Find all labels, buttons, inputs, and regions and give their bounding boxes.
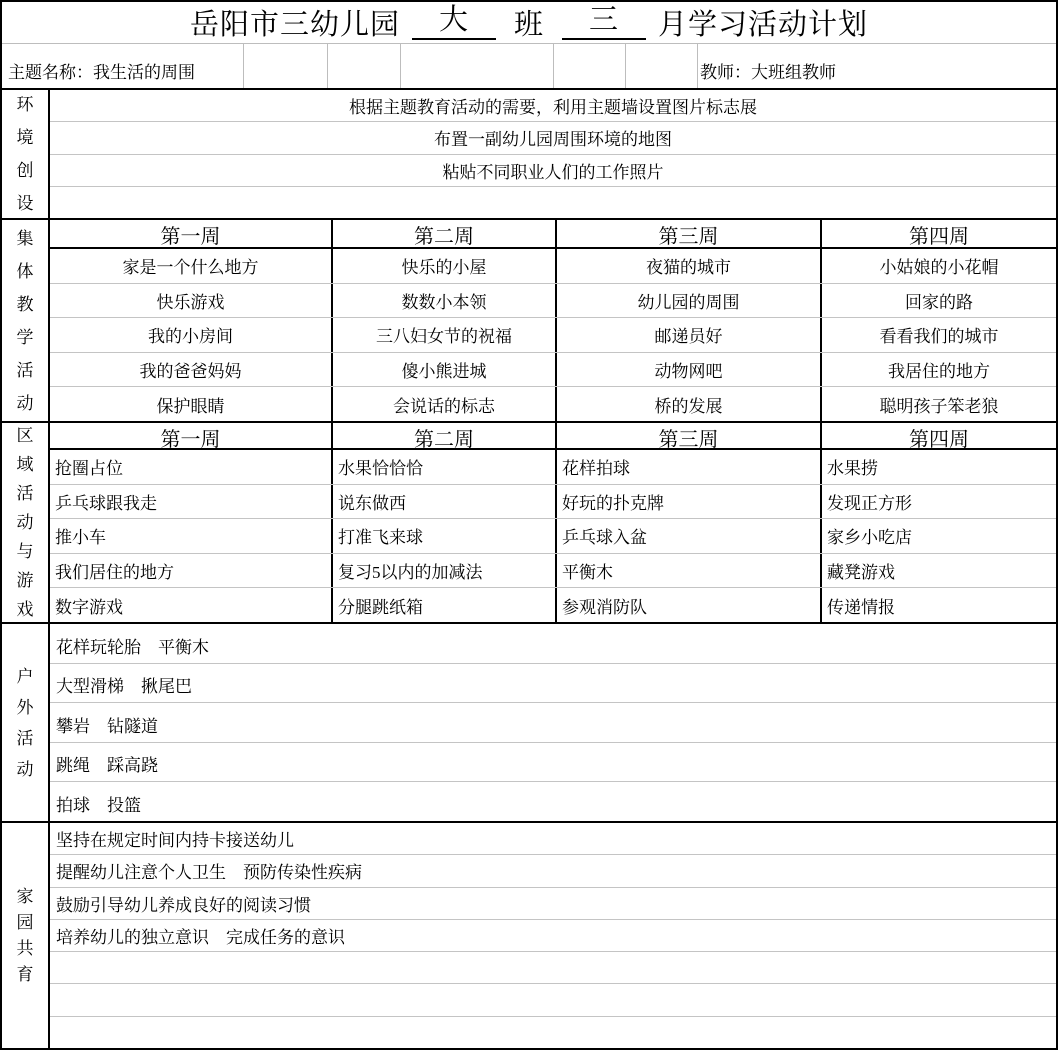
outdoor-row: 拍球 投篮 xyxy=(50,781,1056,821)
environment-row: 布置一副幼儿园周围环境的地图 xyxy=(50,121,1056,153)
table-row xyxy=(50,553,1056,588)
table-row xyxy=(50,386,1056,421)
table-row xyxy=(50,283,1056,318)
home-row xyxy=(50,951,1056,983)
document-title xyxy=(2,2,1056,44)
title-class-word: 班 xyxy=(513,9,544,41)
table-row xyxy=(50,352,1056,387)
week-header: 第一周 xyxy=(160,226,221,248)
activity-cell: 我的小房间 xyxy=(148,327,233,347)
outdoor-row: 攀岩 钻隧道 xyxy=(50,702,1056,742)
home-row: 坚持在规定时间内持卡接送幼儿 xyxy=(56,831,294,851)
activity-cell: 快乐的小屋 xyxy=(331,249,555,283)
activity-cell: 快乐游戏 xyxy=(156,292,225,312)
table-row xyxy=(50,317,1056,352)
activity-cell: 傻小熊进城 xyxy=(331,353,555,387)
activity-cell: 平衡木 xyxy=(555,554,820,588)
outdoor-row: 花样玩轮胎 平衡木 xyxy=(56,637,209,657)
activity-cell: 水果恰恰恰 xyxy=(331,450,555,484)
activity-cell: 说东做西 xyxy=(331,485,555,519)
environment-row: 根据主题教育活动的需要，利用主题墙设置图片标志展 xyxy=(349,98,757,118)
section-label-outdoor: 户外活动 xyxy=(2,624,50,821)
week-header: 第二周 xyxy=(331,220,555,249)
cell-divider xyxy=(327,44,328,88)
activity-cell: 保护眼睛 xyxy=(156,396,225,416)
section-label-home: 家园共育 xyxy=(2,823,50,1048)
activity-cell: 夜猫的城市 xyxy=(555,249,820,283)
activity-cell: 乒乓球跟我走 xyxy=(55,493,157,513)
section-outdoor xyxy=(2,624,1056,823)
activity-cell: 我居住的地方 xyxy=(820,353,1056,387)
home-row xyxy=(50,1016,1056,1048)
activity-cell: 推小车 xyxy=(55,528,106,548)
cell-divider xyxy=(553,44,554,88)
outdoor-row: 跳绳 踩高跷 xyxy=(50,742,1056,782)
activity-cell: 藏凳游戏 xyxy=(820,554,1056,588)
table-row xyxy=(50,249,1056,283)
section-label-area-games: 区域活动与游戏 xyxy=(2,423,50,622)
week-header: 第四周 xyxy=(820,220,1056,249)
section-area-games xyxy=(2,423,1056,624)
activity-cell: 花样拍球 xyxy=(555,450,820,484)
cell-divider xyxy=(697,44,698,88)
section-environment xyxy=(2,90,1056,220)
activity-cell: 动物网吧 xyxy=(555,353,820,387)
week-header: 第二周 xyxy=(331,423,555,452)
title-suffix: 月学习活动计划 xyxy=(658,9,869,41)
class-blank-value: 大 xyxy=(412,5,496,40)
activity-cell: 我们居住的地方 xyxy=(55,563,174,583)
section-home-coeducation xyxy=(2,823,1056,1048)
week-header: 第四周 xyxy=(820,423,1056,452)
activity-cell: 家是一个什么地方 xyxy=(122,258,259,278)
activity-cell: 数字游戏 xyxy=(55,597,123,617)
environment-row: 粘贴不同职业人们的工作照片 xyxy=(50,154,1056,186)
teacher-name: 教师：大班组教师 xyxy=(700,63,836,82)
table-row xyxy=(50,518,1056,553)
activity-cell: 回家的路 xyxy=(820,284,1056,318)
activity-cell: 我的爸爸妈妈 xyxy=(139,362,242,382)
table-row xyxy=(50,450,1056,484)
week-header-row xyxy=(50,423,1056,450)
activity-cell: 发现正方形 xyxy=(820,485,1056,519)
week-header: 第三周 xyxy=(555,220,820,249)
title-prefix: 岳阳市三幼儿园 xyxy=(189,9,400,41)
activity-cell: 会说话的标志 xyxy=(331,387,555,421)
month-blank-value: 三 xyxy=(562,5,646,40)
cell-divider xyxy=(625,44,626,88)
home-row: 提醒幼儿注意个人卫生 预防传染性疾病 xyxy=(50,854,1056,886)
outdoor-row: 大型滑梯 揪尾巴 xyxy=(50,663,1056,703)
activity-cell: 看看我们的城市 xyxy=(820,318,1056,352)
home-row xyxy=(50,983,1056,1015)
table-row xyxy=(50,587,1056,622)
cell-divider xyxy=(400,44,401,88)
activity-cell: 小姑娘的小花帽 xyxy=(820,249,1056,283)
week-header: 第三周 xyxy=(555,423,820,452)
activity-cell: 幼儿园的周围 xyxy=(555,284,820,318)
section-label-environment: 环境创设 xyxy=(2,90,50,218)
activity-cell: 分腿跳纸箱 xyxy=(331,588,555,622)
week-header-row xyxy=(50,220,1056,249)
activity-cell: 参观消防队 xyxy=(555,588,820,622)
activity-cell: 三八妇女节的祝福 xyxy=(331,318,555,352)
section-collective-teaching xyxy=(2,220,1056,423)
activity-cell: 复习5以内的加减法 xyxy=(331,554,555,588)
home-row: 培养幼儿的独立意识 完成任务的意识 xyxy=(50,919,1056,951)
activity-cell: 传递情报 xyxy=(820,588,1056,622)
theme-name: 主题名称：我生活的周围 xyxy=(8,63,195,82)
activity-cell: 聪明孩子笨老狼 xyxy=(820,387,1056,421)
cell-divider xyxy=(243,44,244,88)
table-row xyxy=(50,484,1056,519)
activity-cell: 桥的发展 xyxy=(555,387,820,421)
info-row xyxy=(2,44,1056,90)
activity-cell: 好玩的扑克牌 xyxy=(555,485,820,519)
activity-cell: 乒乓球入盆 xyxy=(555,519,820,553)
environment-row xyxy=(50,186,1056,218)
activity-cell: 家乡小吃店 xyxy=(820,519,1056,553)
home-row: 鼓励引导幼儿养成良好的阅读习惯 xyxy=(50,887,1056,919)
section-label-collective: 集体教学活动 xyxy=(2,220,50,421)
week-header: 第一周 xyxy=(160,429,221,451)
activity-cell: 打准飞来球 xyxy=(331,519,555,553)
activity-cell: 水果捞 xyxy=(820,450,1056,484)
activity-cell: 抢圈占位 xyxy=(55,459,123,479)
activity-cell: 数数小本领 xyxy=(331,284,555,318)
activity-cell: 邮递员好 xyxy=(555,318,820,352)
